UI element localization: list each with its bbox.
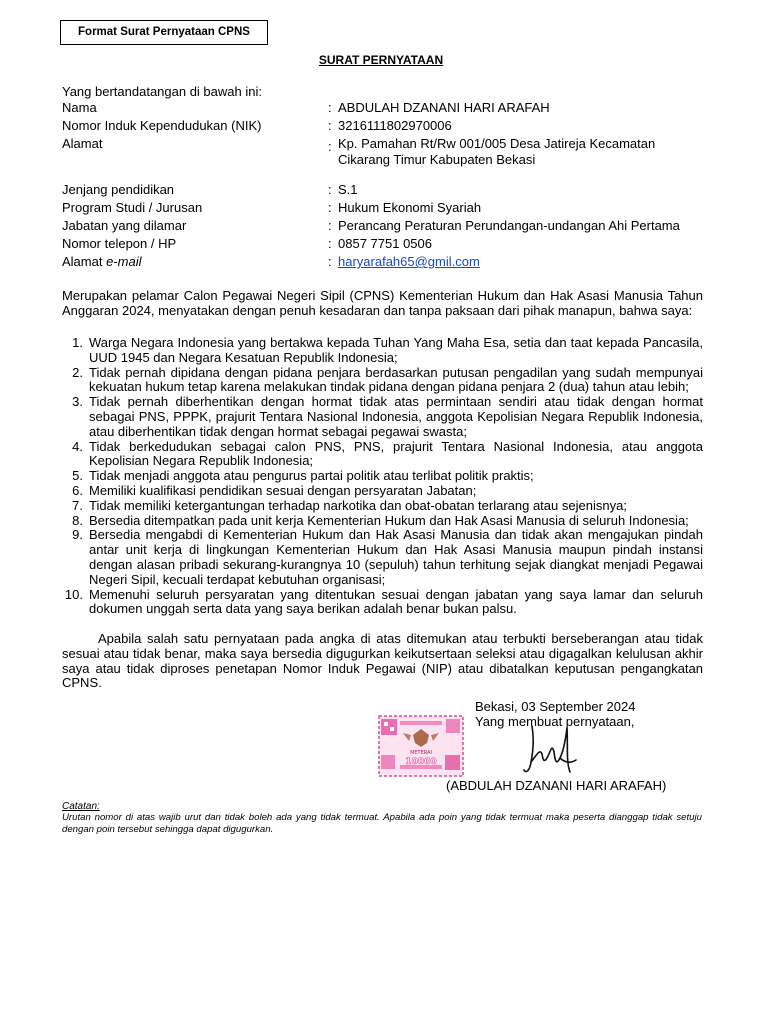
field-colon: :	[328, 236, 332, 251]
email-link[interactable]: haryarafah65@gmil.com	[338, 254, 480, 269]
list-item	[62, 588, 703, 618]
list-item	[62, 499, 703, 514]
field-value: 3216111802970006	[338, 118, 452, 133]
handwritten-signature	[520, 718, 580, 780]
list-text: Tidak pernah dipidana dengan pidana penjara berdasarkan putusan pengadilan yang sudah mempunyai kekuatan hukum tetap karena melakukan tindak pidana dengan pidana penjara 2 (dua) tahun atau lebih;	[89, 364, 703, 395]
note-text: Urutan nomor di atas wajib urut dan tidak boleh ada yang tidak termuat. Apabila ada poin yang tidak termuat maka peserta dianggap tidak setuju dengan poin tersebut sehingga dapat digugurkan.	[62, 812, 702, 835]
list-text: Tidak memiliki ketergantungan terhadap narkotika dan obat-obatan terlarang atau sejenisnya;	[89, 497, 627, 513]
intro-text: Yang bertandatangan di bawah ini:	[62, 84, 262, 99]
field-row-email	[62, 254, 712, 270]
address-line-2: Cikarang Timur Kabupaten Bekasi	[338, 152, 536, 167]
format-label-box: Format Surat Pernyataan CPNS	[60, 20, 268, 45]
list-item	[62, 395, 703, 439]
field-label: Jabatan yang dilamar	[62, 218, 187, 233]
list-item	[62, 440, 703, 470]
list-number: 5.	[72, 468, 83, 484]
list-item	[62, 366, 703, 396]
list-text: Memenuhi seluruh persyaratan yang ditentukan sesuai dengan jabatan yang saya lamar dan seluruh dokumen unggah serta data yang saya berikan adalah benar bukan palsu.	[89, 586, 703, 617]
field-row-nik	[62, 118, 712, 134]
field-label	[62, 254, 328, 270]
field-colon: :	[328, 218, 332, 233]
list-number: 8.	[72, 512, 83, 528]
field-colon: :	[328, 139, 332, 154]
list-item	[62, 484, 703, 499]
list-text: Bersedia ditempatkan pada unit kerja Kementerian Hukum dan Hak Asasi Manusia di seluruh Indonesia;	[89, 512, 689, 528]
list-number: 10.	[64, 586, 83, 602]
list-text: Tidak pernah diberhentikan dengan hormat tidak atas permintaan sendiri atau tidak dengan hormat sebagai PNS, PPPK, prajurit Tentara Nasional Indonesia, anggota Kepolisian Negara Republik Indonesia, atau diberhentikan tidak dengan hormat sebagai pegawai swasta;	[89, 394, 703, 439]
field-row-telepon	[62, 236, 712, 252]
field-row-jenjang	[62, 182, 712, 198]
list-text: Warga Negara Indonesia yang bertakwa kepada Tuhan Yang Maha Esa, setia dan taat kepada Pancasila, UUD 1945 dan Negara Kesatuan Republik Indonesia;	[89, 335, 703, 365]
stamp-label: METERAI	[410, 750, 432, 756]
list-text: Tidak berkedudukan sebagai calon PNS, PNS, prajurit Tentara Nasional Indonesia, atau anggota Kepolisian Negara Republik Indonesia;	[89, 438, 703, 469]
list-text: Memiliki kualifikasi pendidikan sesuai dengan persyaratan Jabatan;	[89, 482, 477, 498]
meterai-stamp	[378, 715, 464, 777]
list-item	[62, 336, 703, 366]
signature-date: Bekasi, 03 September 2024	[475, 699, 636, 714]
field-label: Jenjang pendidikan	[62, 182, 175, 197]
signatory-name: (ABDULAH DZANANI HARI ARAFAH)	[446, 778, 667, 793]
list-text: Bersedia mengabdi di Kementerian Hukum dan Hak Asasi Manusia dan tidak akan mengajukan pindah antar unit kerja di lingkungan Kementerian Hukum dan Hak Asasi Manusia maupun pindah instansi dengan alasan pribadi sekurang-kurangnya 10 (sepuluh) tahun terhitung sejak diangkat menjadi Pegawai Negeri Sipil, kecuali terdapat kebutuhan organisasi;	[89, 527, 703, 587]
field-row-alamat	[62, 136, 712, 168]
statement-list	[62, 336, 703, 617]
field-value: Hukum Ekonomi Syariah	[338, 200, 482, 215]
field-value	[338, 136, 712, 168]
list-number: 1.	[72, 335, 83, 350]
closing-paragraph: Apabila salah satu pernyataan pada angka di atas ditemukan atau terbukti berseberangan atau tidak sesuai atau tidak benar, maka saya bersedia digugurkan keikutsertaan seleksi atau digagalkan kelulusan akhir saya atau tidak diproses penetapan Nomor Induk Pegawai (NIP) atau dibatalkan keputusan pengangkatan CPNS.	[62, 631, 703, 691]
email-label-prefix: Alamat	[62, 254, 107, 269]
field-colon: :	[328, 182, 332, 197]
list-number: 6.	[72, 482, 83, 498]
field-label: Nomor telepon / HP	[62, 236, 177, 251]
field-colon: :	[328, 118, 332, 133]
list-item	[62, 528, 703, 587]
personal-data-fields	[62, 100, 712, 270]
field-row-nama	[62, 100, 712, 116]
email-label-italic: e-mail	[106, 254, 142, 269]
field-row-prodi	[62, 200, 712, 216]
list-number: 9.	[72, 527, 83, 543]
field-row-jabatan	[62, 218, 712, 234]
stamp-amount: 10000	[405, 757, 437, 767]
list-number: 4.	[72, 438, 83, 454]
signature-caption: Yang membuat pernyataan,	[475, 714, 635, 729]
field-colon: :	[328, 100, 332, 115]
field-value: Perancang Peraturan Perundangan-undangan Ahi Pertama	[338, 218, 680, 233]
field-label: Nama	[62, 100, 97, 115]
field-value: S.1	[338, 182, 358, 197]
field-label: Alamat	[62, 136, 103, 151]
field-value: ABDULAH DZANANI HARI ARAFAH	[338, 100, 550, 115]
field-colon: :	[328, 254, 332, 269]
field-label: Nomor Induk Kependudukan (NIK)	[62, 118, 262, 133]
list-text: Tidak menjadi anggota atau pengurus partai politik atau terlibat politik praktis;	[89, 468, 534, 484]
address-line-1: Kp. Pamahan Rt/Rw 001/005 Desa Jatireja Kecamatan	[338, 136, 656, 151]
field-value: 0857 7751 0506	[338, 236, 432, 251]
opening-paragraph: Merupakan pelamar Calon Pegawai Negeri Sipil (CPNS) Kementerian Hukum dan Hak Asasi Manusia Tahun Anggaran 2024, menyatakan dengan penuh kesadaran dan tanpa paksaan dari pihak manapun, bahwa saya:	[62, 288, 703, 318]
list-item	[62, 514, 703, 529]
field-label: Program Studi / Jurusan	[62, 200, 203, 215]
list-number: 3.	[72, 394, 83, 410]
note-title: Catatan:	[62, 801, 100, 812]
field-colon: :	[328, 200, 332, 215]
list-item	[62, 469, 703, 484]
list-number: 2.	[72, 364, 83, 380]
list-number: 7.	[72, 497, 83, 513]
document-title: SURAT PERNYATAAN	[318, 53, 444, 67]
